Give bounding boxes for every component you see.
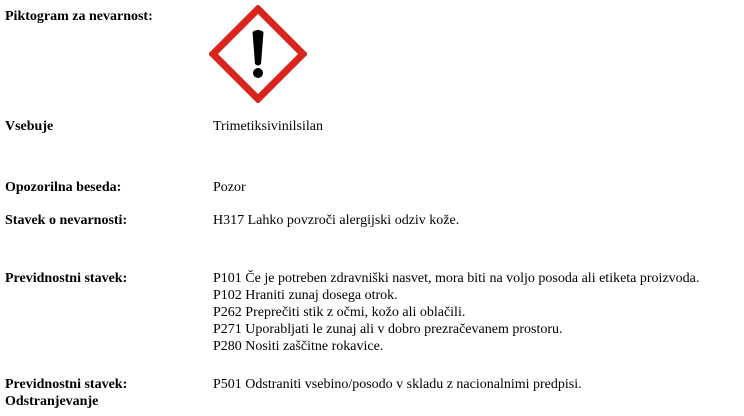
- disposal-label-line1: Previdnostni stavek:: [5, 377, 128, 392]
- hazard-statement-value: H317 Lahko povzroči alergijski odziv kože.: [213, 213, 460, 228]
- contains-label: Vsebuje: [5, 119, 54, 134]
- disposal-label-line2: Odstranjevanje: [5, 394, 99, 409]
- exclamation-dot: [253, 68, 263, 78]
- precautionary-statement-item: P101 Če je potreben zdravniški nasvet, mora biti na voljo posoda ali etiketa proizvoda.: [213, 271, 700, 286]
- pictogram-label: Piktogram za nevarnost:: [5, 9, 153, 24]
- precautionary-statement-item: P271 Uporabljati le zunaj ali v dobro prezračevanem prostoru.: [213, 322, 563, 337]
- disposal-statement-label: [5, 376, 127, 410]
- precautionary-statement-item: P280 Nositi zaščitne rokavice.: [213, 339, 384, 354]
- precautionary-statement-item: P102 Hraniti zunaj dosega otrok.: [213, 288, 398, 303]
- exclamation-mark-icon: [209, 5, 307, 103]
- signal-word-label: Opozorilna beseda:: [5, 180, 122, 195]
- hazard-pictogram: [209, 5, 307, 103]
- signal-word-value: Pozor: [213, 180, 246, 195]
- precautionary-statement-label: Previdnostni stavek:: [5, 271, 128, 286]
- precautionary-statement-list: [213, 270, 699, 355]
- precautionary-statement-item: P262 Preprečiti stik z očmi, kožo ali oblačili.: [213, 305, 466, 320]
- disposal-statement-value: P501 Odstraniti vsebino/posodo v skladu z nacionalnimi predpisi.: [213, 377, 582, 392]
- contains-value: Trimetiksivinilsilan: [213, 119, 323, 134]
- hazard-statement-label: Stavek o nevarnosti:: [5, 213, 128, 228]
